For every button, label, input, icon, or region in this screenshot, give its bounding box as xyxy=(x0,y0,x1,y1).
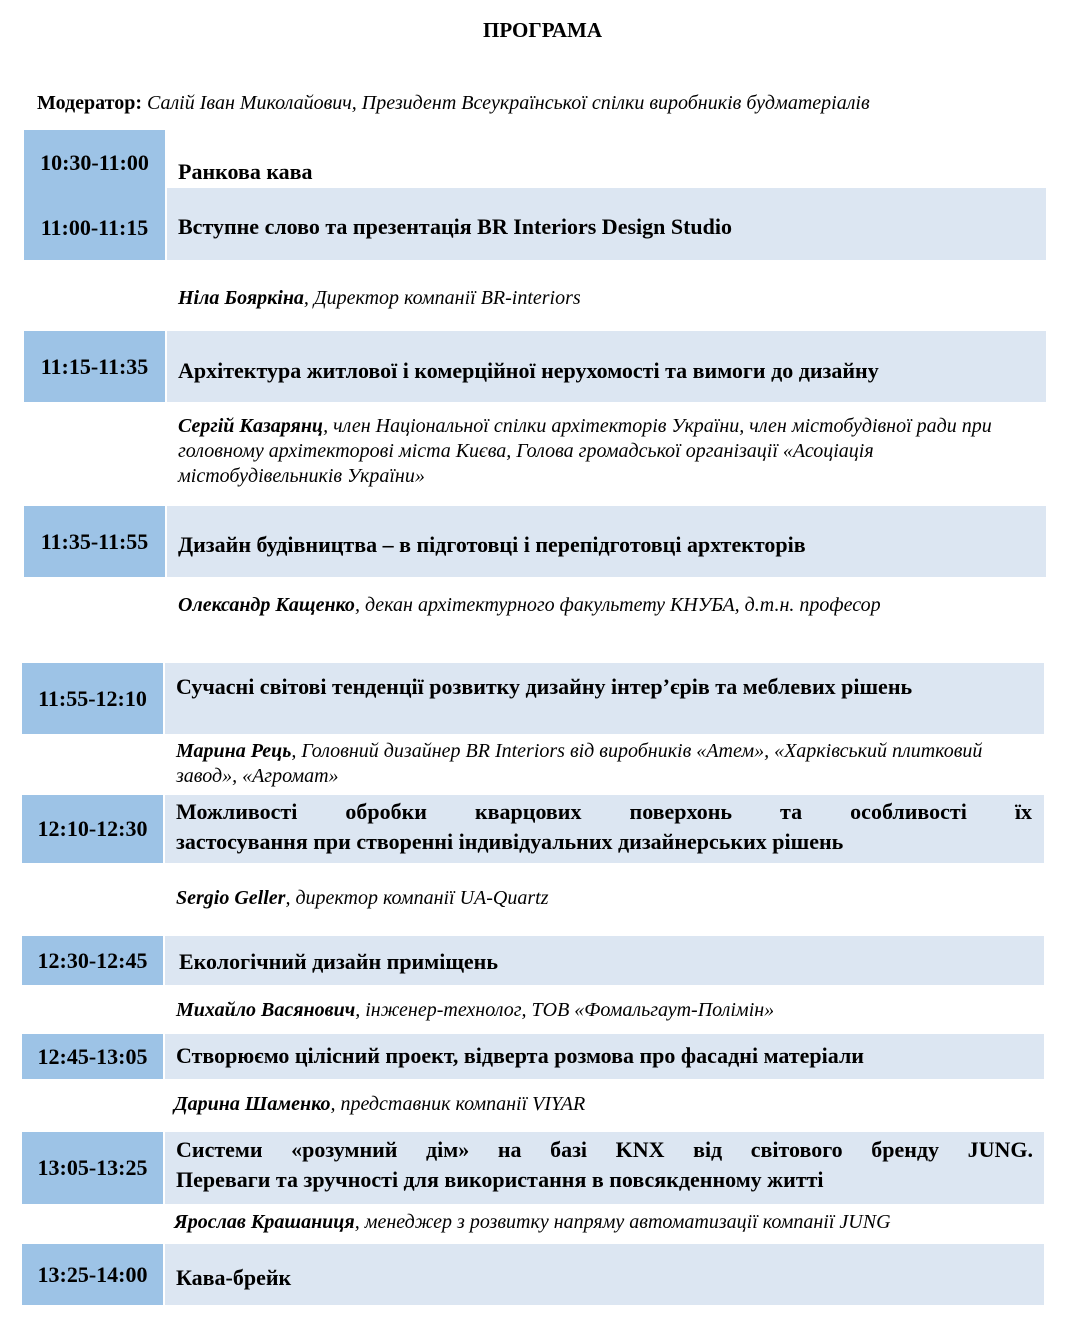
speaker-name: Олександр Кащенко xyxy=(178,594,355,616)
topic-line-1: Системи «розумний дім» на базі KNX від світового бренду JUNG. xyxy=(176,1137,1033,1162)
topic-line-2: застосування при створенні індивідуальних дизайнерських рішень xyxy=(176,829,844,854)
time-cell: 12:30-12:45 xyxy=(22,936,163,985)
session-topic xyxy=(176,1135,1033,1195)
session-topic: Архітектура житлової і комерційної нерухомості та вимоги до дизайну xyxy=(178,358,879,383)
speaker-name: Михайло Васянович xyxy=(176,999,356,1021)
time-cell: 11:00-11:15 xyxy=(24,196,165,260)
topic-line-2: Переваги та зручності для використання в повсякденному житті xyxy=(176,1167,824,1192)
time-cell: 12:10-12:30 xyxy=(22,795,163,863)
speaker-name: Ярослав Крашаниця xyxy=(174,1211,355,1233)
session-speaker xyxy=(174,1210,891,1235)
session-topic: Вступне слово та презентація BR Interiors Design Studio xyxy=(178,214,733,239)
page-title: ПРОГРАМА xyxy=(482,18,603,42)
speaker-role: , Головний дизайнер BR Interiors від виробників «Атем», «Харківський плитковий завод», «Агромат» xyxy=(176,740,983,787)
session-speaker xyxy=(178,593,881,618)
moderator-line xyxy=(37,92,870,115)
time-cell: 12:45-13:05 xyxy=(22,1034,163,1079)
session-speaker xyxy=(176,739,1036,789)
time-cell: 11:15-11:35 xyxy=(24,331,165,402)
time-cell: 10:30-11:00 xyxy=(24,130,165,196)
session-topic: Створюємо цілісний проект, відверта розмова про фасадні матеріали xyxy=(176,1043,864,1068)
speaker-role: , інженер-технолог, ТОВ «Фомальгаут-Полімін» xyxy=(355,999,775,1021)
session-speaker xyxy=(178,286,581,311)
topic-line-1: Можливості обробки кварцових поверхонь та особливості їх xyxy=(176,799,1032,824)
speaker-role: , представник компанії VIYAR xyxy=(330,1093,586,1115)
speaker-name: Сергій Казарянц xyxy=(178,415,324,437)
speaker-name: Дарина Шаменко xyxy=(174,1093,331,1115)
session-topic: Дизайн будівництва – в підготовці і перепідготовці архтекторів xyxy=(178,532,806,557)
speaker-role: , Директор компанії BR-interiors xyxy=(303,287,581,309)
speaker-name: Ніла Бояркіна xyxy=(178,287,304,309)
session-topic: Ранкова кава xyxy=(178,159,313,184)
moderator-label: Модератор: xyxy=(37,92,142,114)
speaker-role: , менеджер з розвитку напряму автоматизації компанії JUNG xyxy=(354,1211,891,1233)
speaker-role: , директор компанії UA-Quartz xyxy=(285,887,549,909)
session-topic xyxy=(176,797,1032,857)
session-topic: Сучасні світові тенденції розвитку дизайну інтер’єрів та меблевих рішень xyxy=(176,674,913,699)
session-topic: Кава-брейк xyxy=(176,1265,292,1290)
moderator-text: Салій Іван Миколайович, Президент Всеукраїнської спілки виробників будматеріалів xyxy=(146,92,870,114)
topic-band xyxy=(165,1244,1044,1305)
session-topic: Екологічний дизайн приміщень xyxy=(179,949,498,974)
speaker-role: , декан архітектурного факультету КНУБА, д.т.н. професор xyxy=(354,594,881,616)
time-cell: 13:25-14:00 xyxy=(22,1244,163,1305)
session-speaker xyxy=(176,998,774,1023)
speaker-role: , член Національної спілки архітекторів України, член містобудівної ради при головному архітекторові міста Києва, Голова громадської організації «Асоціація містобудівельників України» xyxy=(178,415,992,487)
time-cell: 11:55-12:10 xyxy=(22,663,163,734)
session-speaker xyxy=(174,1092,585,1117)
time-cell: 11:35-11:55 xyxy=(24,506,165,577)
session-speaker xyxy=(176,886,548,911)
speaker-name: Марина Рець xyxy=(176,740,292,762)
speaker-name: Sergio Geller xyxy=(176,887,286,909)
session-speaker xyxy=(178,414,1038,489)
time-cell: 13:05-13:25 xyxy=(22,1132,163,1204)
